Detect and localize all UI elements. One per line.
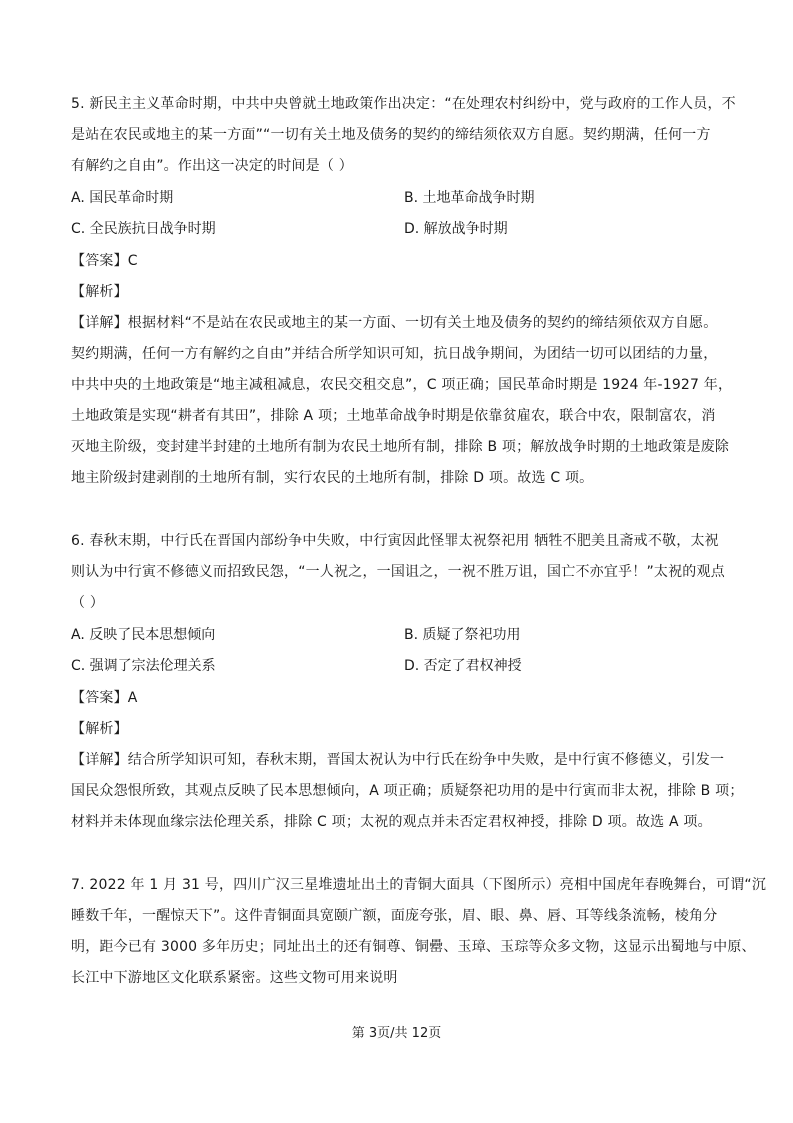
q6-option-d: D. 否定了君权神授 (404, 658, 522, 674)
q5-detail-line-2: 契约期满，任何一方有解约之自由”并结合所学知识可知，抗日战争期间，为团结一切可以团结的力量， (71, 346, 718, 362)
q6-option-a: A. 反映了民本思想倾向 (71, 627, 216, 643)
q6-analysis-heading: 【解析】 (71, 721, 128, 737)
q6-detail-line-2: 国民众怨恨所致，其观点反映了民本思想倾向，A 项正确；质疑祭祀功用的是中行寅而非太祝，排除 B 项； (71, 783, 744, 799)
q5-detail-line-1: 【详解】根据材料“不是站在农民或地主的某一方面、一切有关土地及债务的契约的缔结须依双方自愿。 (71, 315, 718, 331)
q6-stem-line-3: （ ） (71, 595, 105, 611)
q7-stem-line-3: 明，距今已有 3000 多年历史；同址出土的还有铜尊、铜罍、玉璋、玉琮等众多文物，这显示出蜀地与中原、 (71, 939, 756, 955)
q5-option-d: D. 解放战争时期 (404, 221, 508, 237)
q7-stem-line-2: 睡数千年，一醒惊天下”。这件青铜面具宽颐广额，面庞夸张，眉、眼、鼻、唇、耳等线条流畅，棱角分 (71, 908, 718, 924)
q6-option-b: B. 质疑了祭祀功用 (404, 627, 521, 643)
q6-stem-line-2: 则认为中行寅不修德义而招致民怨，“一人祝之，一国诅之，一祝不胜万诅，国亡不亦宜乎！”太祝的观点 (71, 564, 725, 580)
q7-stem-line-1: 7. 2022 年 1 月 31 号，四川广汉三星堆遗址出土的青铜大面具（下图所示）亮相中国虎年春晚舞台，可谓“沉 (71, 877, 767, 893)
page-footer: 第 3页/共 12页 (351, 1026, 442, 1041)
q5-analysis-heading: 【解析】 (71, 284, 128, 300)
q5-option-a: A. 国民革命时期 (71, 190, 174, 206)
q6-detail-line-1: 【详解】结合所学知识可知，春秋末期，晋国太祝认为中行氏在纷争中失败，是中行寅不修德义，引发一 (71, 752, 725, 768)
q6-detail-line-3: 材料并未体现血缘宗法伦理关系，排除 C 项；太祝的观点并未否定君权神授，排除 D 项。故选 A 项。 (71, 814, 712, 830)
q6-answer: 【答案】A (71, 690, 138, 706)
q5-stem-line-2: 是站在农民或地主的某一方面”“一切有关土地及债务的契约的缔结须依双方自愿。契约期满，任何一方 (71, 127, 711, 143)
q6-option-c: C. 强调了宗法伦理关系 (71, 658, 216, 674)
q5-stem-line-1: 5. 新民主主义革命时期，中共中央曾就土地政策作出决定：“在处理农村纠纷中，党与政府的工作人员，不 (71, 96, 736, 112)
q6-stem-line-1: 6. 春秋末期，中行氏在晋国内部纷争中失败，中行寅因此怪罪太祝祭祀用 牺牲不肥美且斋戒不敬，太祝 (71, 533, 719, 549)
q5-option-b: B. 土地革命战争时期 (404, 190, 535, 206)
q5-answer: 【答案】C (71, 253, 138, 269)
q5-detail-line-5: 灭地主阶级，变封建半封建的土地所有制为农民土地所有制，排除 B 项；解放战争时期的土地政策是废除 (71, 439, 730, 455)
q5-detail-line-4: 土地政策是实现“耕者有其田”，排除 A 项；土地革命战争时期是依靠贫雇农，联合中农，限制富农，消 (71, 408, 716, 424)
q5-stem-line-3: 有解约之自由”。作出这一决定的时间是（ ） (71, 158, 353, 174)
q5-detail-line-3: 中共中央的土地政策是“地主减租减息，农民交租交息”，C 项正确；国民革命时期是 1924 年-1927 年， (71, 377, 733, 393)
q5-option-c: C. 全民族抗日战争时期 (71, 221, 216, 237)
q7-stem-line-4: 长江中下游地区文化联系紧密。这些文物可用来说明 (71, 970, 398, 986)
q5-detail-line-6: 地主阶级封建剥削的土地所有制，实行农民的土地所有制，排除 D 项。故选 C 项。 (71, 470, 594, 486)
